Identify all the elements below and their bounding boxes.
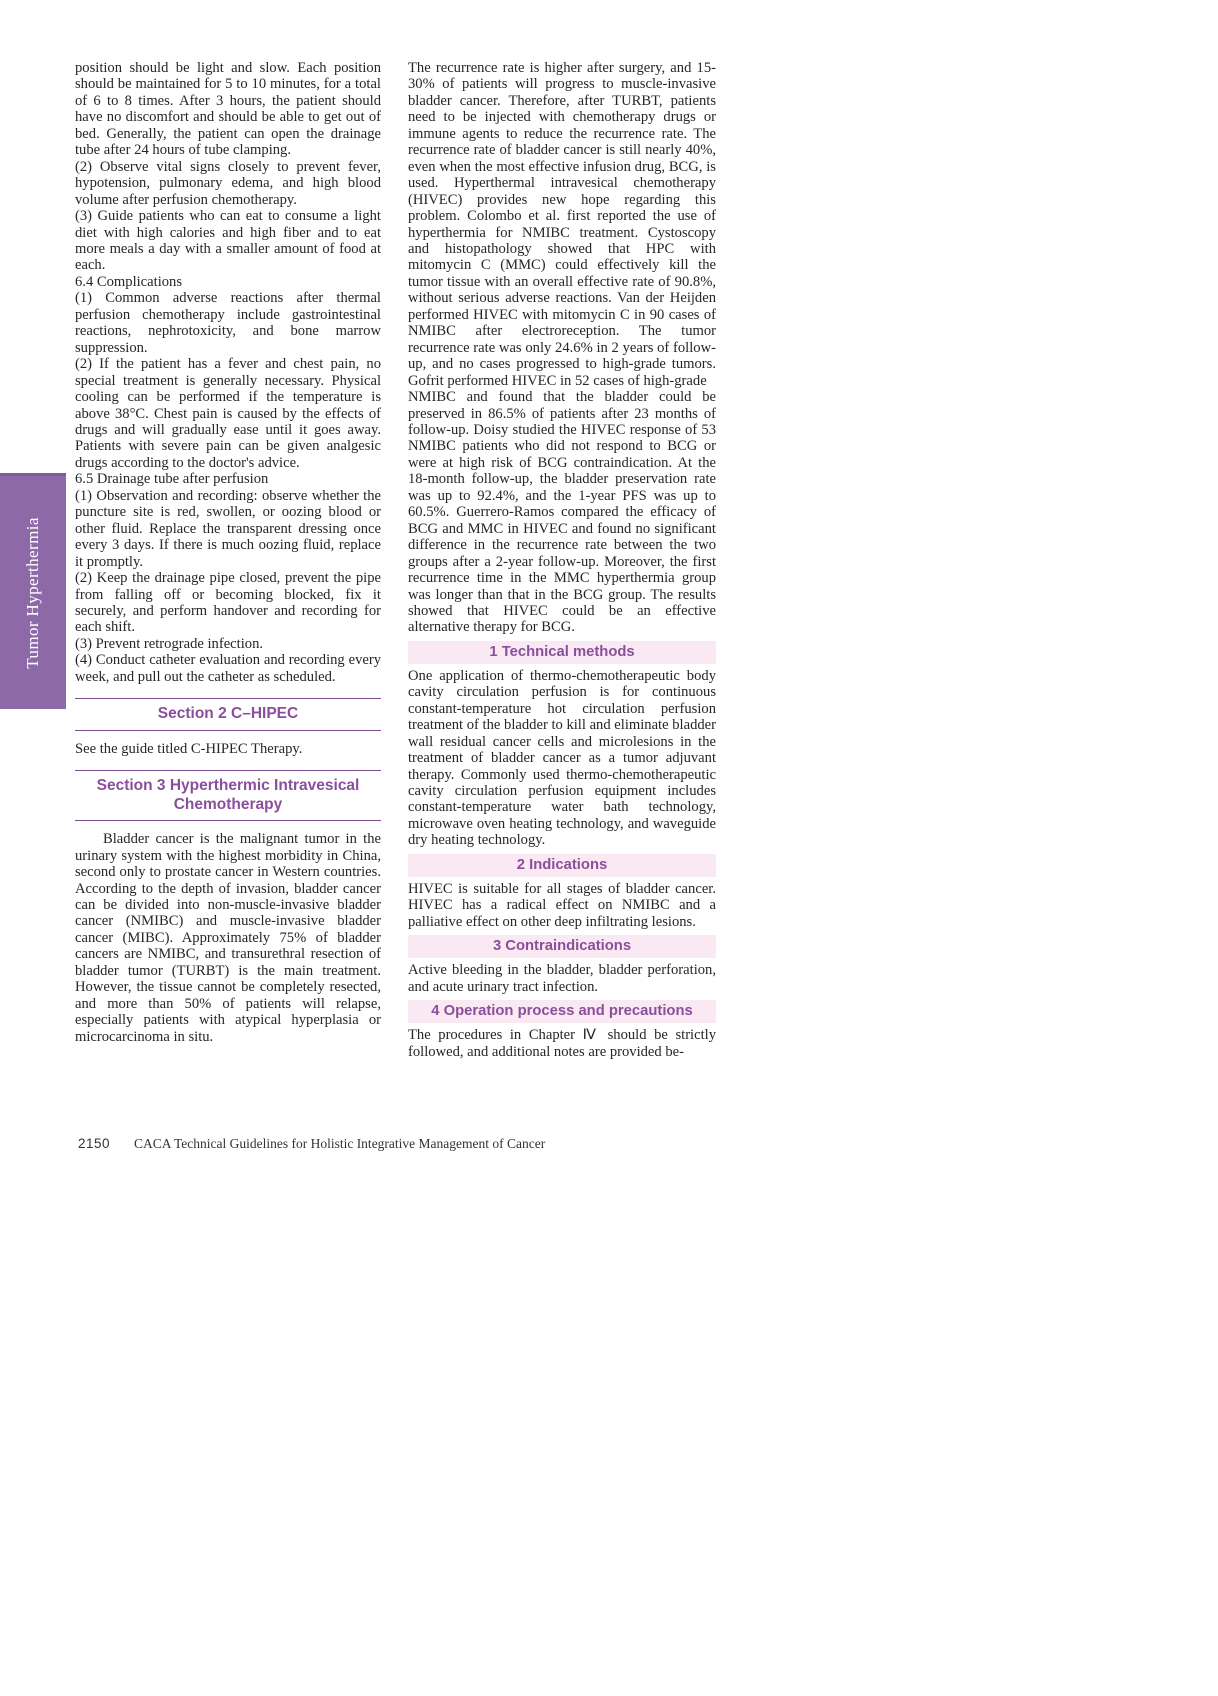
section-heading: Section 2 C–HIPEC [75,698,381,731]
footer-title: CACA Technical Guidelines for Holistic Integrative Management of Cancer [134,1136,546,1151]
paragraph: (1) Common adverse reactions after thermal perfusion chemotherapy include gastrointestinal reactions, nephrotoxicity, and bone marrow suppression. [75,290,381,356]
paragraph: (2) Observe vital signs closely to prevent fever, hypotension, pulmonary edema, and high blood volume after perfusion chemotherapy. [75,158,381,208]
paragraph: (2) If the patient has a fever and chest pain, no special treatment is generally necessary. Physical cooling can be performed if the temperature is above 38°C. Chest pain is caused by the effects of drugs and will gradually ease until it goes away. Patients with severe pain can be given analgesic drugs according to the doctor's advice. [75,356,381,471]
page-number: 2150 [78,1136,111,1151]
paragraph: Active bleeding in the bladder, bladder perforation, and acute urinary tract infection. [408,962,716,995]
paragraph: (4) Conduct catheter evaluation and recording every week, and pull out the catheter as scheduled. [75,652,381,685]
paragraph: The procedures in Chapter Ⅳ should be strictly followed, and additional notes are provided be- [408,1027,716,1060]
paragraph: See the guide titled C-HIPEC Therapy. [75,740,303,757]
numbered-heading: 1 Technical methods [408,641,716,664]
subheading: 6.4 Complications [75,273,183,290]
paragraph: Bladder cancer is the malignant tumor in the urinary system with the highest morbidity in China, second only to prostate cancer in Western countries. According to the depth of invasion, bladder cancer can be divided into non-muscle-invasive bladder cancer (NMIBC) and muscle-invasive bladder cancer (MIBC). Approximately 75% of bladder cancers are NMIBC, and transurethral resection of bladder tumor (TURBT) is the main treatment. However, the tissue cannot be completely resected, and more than 50% of patients will relapse, especially patients with atypical hyperplasia or microcarcinoma in situ. [75,831,381,1045]
paragraph: The recurrence rate is higher after surgery, and 15-30% of patients will progress to muscle-invasive bladder cancer. Therefore, after TURBT, patients need to be injected with chemotherapy drugs or immune agents to reduce the recurrence rate. The recurrence rate of bladder cancer is still nearly 40%, even when the most effective infusion drug, BCG, is used. Hyperthermal intravesical chemotherapy (HIVEC) provides new hope regarding this problem. Colombo et al. first reported the use of hyperthermia for NMIBC treatment. Cystoscopy and histopathology showed that HPC with mitomycin C (MMC) could effectively kill the tumor tissue with an overall effective rate of 90.8%, without serious adverse reactions. Van der Heijden performed HIVEC with mitomycin C in 90 cases of NMIBC after electroreception. The tumor recurrence rate was only 24.6% in 2 years of follow-up, and no cases progressed to high-grade tumors. Gofrit performed HIVEC in 52 cases of high-grade [408,60,716,389]
right-column [408,60,716,1060]
numbered-heading: 2 Indications [408,854,716,877]
chapter-tab-label: Tumor Hyperthermia [23,516,42,669]
paragraph: One application of thermo-chemotherapeutic body cavity circulation perfusion is for continuous constant-temperature hot circulation perfusion treatment of the bladder to kill and eliminate bladder wall residual cancer cells and microlesions in the treatment of bladder cancer as a tumor adjuvant therapy. Commonly used thermo-chemotherapeutic cavity circulation perfusion equipment includes constant-temperature water bath technology, microwave oven heating technology, and waveguide dry heating technology. [408,667,716,849]
numbered-heading: 3 Contraindications [408,935,716,958]
paragraph: (3) Prevent retrograde infection. [75,635,264,652]
paragraph: NMIBC and found that the bladder could be preserved in 86.5% of patients after 23 months of follow-up. Doisy studied the HIVEC response of 53 NMIBC patients who did not respond to BCG or were at high risk of BCG contraindication. At the 18-month follow-up, the bladder preservation rate was up to 92.4%, and the 1-year PFS was up to 60.5%. Guerrero-Ramos compared the efficacy of BCG and MMC in HIVEC and found no significant difference in the recurrence rate between the two groups after a 2-year follow-up. Moreover, the first recurrence time in the MMC hyperthermia group was longer than that in the BCG group. The results showed that HIVEC could be an effective alternative therapy for BCG. [408,389,716,636]
paragraph: (2) Keep the drainage pipe closed, prevent the pipe from falling off or becoming blocked, fix it securely, and perform handover and recording for each shift. [75,570,381,636]
paragraph: HIVEC is suitable for all stages of bladder cancer. HIVEC has a radical effect on NMIBC and a palliative effect on other deep infiltrating lesions. [408,880,716,930]
page-footer [78,1136,545,1152]
paragraph: (3) Guide patients who can eat to consume a light diet with high calories and high fiber and to eat more meals a day with a smaller amount of food at each. [75,208,381,274]
paragraph: position should be light and slow. Each position should be maintained for 5 to 10 minutes, for a total of 6 to 8 times. After 3 hours, the patient should have no discomfort and should be able to get out of bed. Generally, the patient can open the drainage tube after 24 hours of tube clamping. [75,60,381,159]
subheading: 6.5 Drainage tube after perfusion [75,471,269,488]
paragraph: (1) Observation and recording: observe whether the puncture site is red, swollen, or oozing blood or other fluid. Replace the transparent dressing once every 3 days. If there is much oozing fluid, replace it promptly. [75,487,381,570]
numbered-heading: 4 Operation process and precautions [408,1000,716,1023]
section-heading: Section 3 Hyperthermic Intravesical Chemotherapy [75,770,381,821]
chapter-tab [0,473,66,709]
left-column [75,60,381,1045]
